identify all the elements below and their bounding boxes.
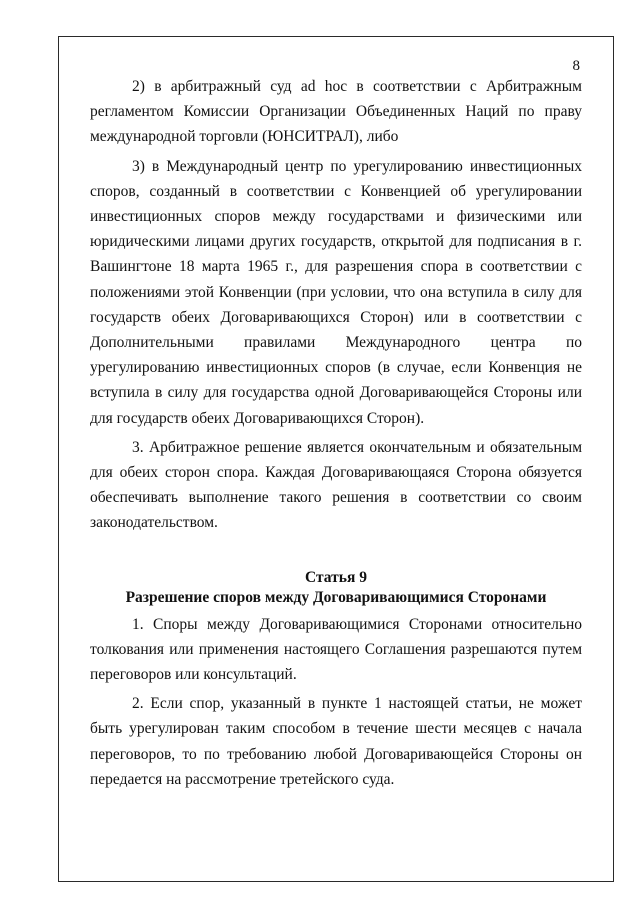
article-title: Разрешение споров между Договаривающимися Сторонами: [125, 588, 547, 606]
page-number: 8: [572, 58, 580, 74]
paragraph-disputes-consultations: 1. Споры между Договаривающимися Сторонами относительно толкования или применения настоящего Соглашения разрешаются путем переговоров или консультаций.: [90, 615, 582, 684]
article-heading: [90, 568, 582, 608]
article-number: Статья 9: [305, 568, 367, 586]
document-body: [90, 74, 582, 792]
paragraph-arbitration-ad-hoc: 2) в арбитражный суд ad hoc в соответствии с Арбитражным регламентом Комиссии Организации Объединенных Наций по праву международной торговли (ЮНСИТРАЛ), либо: [90, 78, 582, 146]
paragraph-arbitral-tribunal: 2. Если спор, указанный в пункте 1 настоящей статьи, не может быть урегулирован таким способом в течение шести месяцев с начала переговоров, то по требованию любой Договаривающейся Стороны он передается на рассмотрение третейского суда.: [90, 695, 582, 788]
paragraph-icsid: 3) в Международный центр по урегулированию инвестиционных споров, созданный в соответствии с Конвенцией об урегулировании инвестиционных споров между государствами и физическими или юридическими лицами других государств, открытой для подписания в г. Вашингтоне 18 марта 1965 г., для разрешения спора в соответствии с положениями этой Конвенции (при условии, что она вступила в силу для государств обеих Договаривающихся Сторон) или в соответствии с Дополнительными правилами Международного центра по урегулированию инвестиционных споров (в случае, если Конвенция не вступила в силу для государства одной Договаривающейся Стороны или для государств обеих Договаривающихся Сторон).: [90, 157, 582, 427]
paragraph-arbitral-award: 3. Арбитражное решение является окончательным и обязательным для обеих сторон спора. Каждая Договаривающаяся Сторона обязуется обеспечивать выполнение такого решения в соответствии со своим законодательством.: [90, 438, 582, 532]
